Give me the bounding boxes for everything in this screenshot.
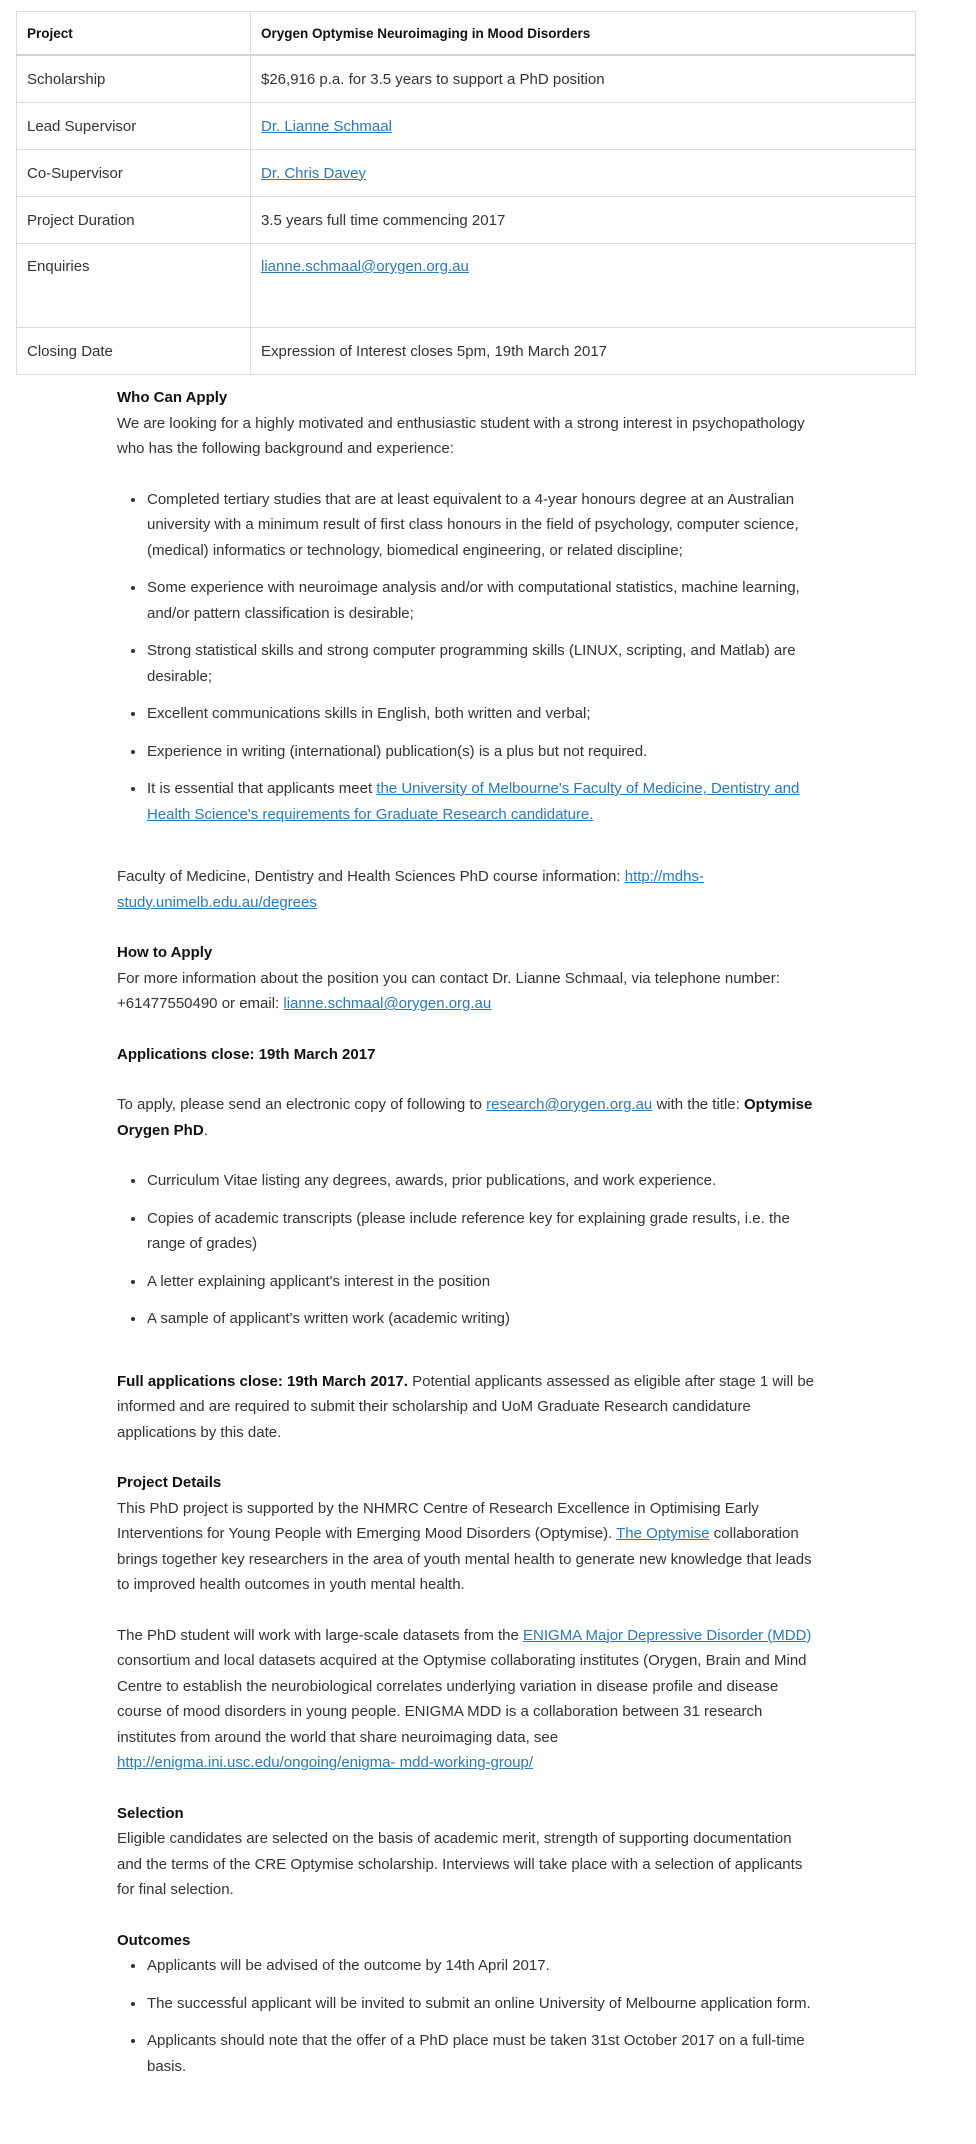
requirements-list — [117, 487, 817, 828]
course-info-text: Faculty of Medicine, Dentistry and Health Sciences PhD course information: — [117, 868, 625, 885]
table-value: 3.5 years full time commencing 2017 — [251, 197, 916, 244]
table-key: Lead Supervisor — [17, 103, 251, 150]
application-documents-list — [117, 1168, 817, 1332]
table-value — [251, 103, 916, 150]
project-details-heading: Project Details — [117, 1474, 222, 1491]
who-can-apply-heading: Who Can Apply — [117, 389, 228, 406]
research-email-link[interactable]: research@orygen.org.au — [486, 1096, 653, 1113]
list-item: • A sample of applicant's written work (academic writing) — [146, 1306, 817, 1332]
full-close-bold: Full applications close: 19th March 2017. — [117, 1372, 408, 1390]
project-title: Orygen Optymise Neuroimaging in Mood Disorders — [251, 12, 916, 56]
project-info-table — [16, 11, 916, 375]
enigma-url-link[interactable]: http://enigma.ini.usc.edu/ongoing/enigma- mdd-working-group/ — [117, 1754, 534, 1771]
co-supervisor-link[interactable]: Dr. Chris Davey — [261, 164, 367, 182]
lead-supervisor-link[interactable]: Dr. Lianne Schmaal — [261, 117, 392, 135]
applications-close-heading: Applications close: 19th March 2017 — [117, 1045, 376, 1063]
how-to-apply-text — [117, 966, 817, 1017]
full-applications-close — [117, 1369, 817, 1446]
table-key: Closing Date — [17, 328, 251, 375]
how-to-apply-heading: How to Apply — [117, 944, 213, 961]
course-info — [117, 864, 817, 915]
table-row — [17, 103, 916, 150]
list-item: • Curriculum Vitae listing any degrees, awards, prior publications, and work experience. — [146, 1168, 817, 1194]
table-key: Enquiries — [17, 244, 251, 328]
enigma-mdd-link[interactable]: ENIGMA Major Depressive Disorder (MDD) — [523, 1626, 812, 1644]
p2-rest: consortium and local datasets acquired at the Optymise collaborating institutes (Orygen, Brain and Mind Centre to establish the neurobiological correlates underlying variation in disease profile and disease course of mood disorders in young people. ENIGMA MDD is a collaboration between 31 research institutes from around the world that share neuroimaging data, see — [117, 1652, 807, 1746]
list-item: • Copies of academic transcripts (please include reference key for explaining grade results, i.e. the range of grades) — [146, 1206, 817, 1257]
enquiries-email-link[interactable]: lianne.schmaal@orygen.org.au — [261, 258, 469, 275]
list-item — [146, 776, 817, 827]
candidature-requirements-link[interactable]: the University of Melbourne's Faculty of Medicine, Dentistry and Health Science's requirements for Graduate Research candidature. — [147, 780, 800, 823]
table-key: Co-Supervisor — [17, 150, 251, 197]
table-row — [17, 150, 916, 197]
table-value: Expression of Interest closes 5pm, 19th March 2017 — [251, 328, 916, 375]
send-instructions — [117, 1092, 817, 1143]
p2-text: The PhD student will work with large-scale datasets from the — [117, 1626, 524, 1644]
table-row — [17, 197, 916, 244]
contact-email-link[interactable]: lianne.schmaal@orygen.org.au — [283, 995, 492, 1012]
selection-heading: Selection — [117, 1804, 184, 1822]
table-row — [17, 244, 916, 328]
table-row — [17, 328, 916, 375]
list-item: • Some experience with neuroimage analysis and/or with computational statistics, machine learning, and/or pattern classification is desirable; — [146, 575, 817, 626]
list-item: • Excellent communications skills in English, both written and verbal; — [146, 701, 817, 727]
table-header-row — [17, 12, 916, 56]
send-end: . — [203, 1121, 208, 1139]
list-item: • The successful applicant will be invited to submit an online University of Melbourne application form. — [146, 1991, 817, 2017]
list-item: • Experience in writing (international) publication(s) is a plus but not required. — [146, 739, 817, 765]
outcomes-list — [117, 1953, 817, 2079]
article-body — [117, 385, 817, 2079]
list-item-text: It is essential that applicants meet — [147, 780, 377, 797]
send-prefix: To apply, please send an electronic copy of following to — [117, 1096, 487, 1113]
project-details-p1 — [117, 1496, 817, 1598]
project-details-p2 — [117, 1623, 817, 1776]
list-item: • Applicants will be advised of the outcome by 14th April 2017. — [146, 1953, 817, 1979]
table-value — [251, 150, 916, 197]
p1-rest: collaboration brings together key researchers in the area of youth mental health to generate new knowledge that leads to improved health outcomes in youth mental health. — [117, 1525, 812, 1593]
send-title: Optymise Orygen PhD — [117, 1096, 813, 1139]
optymise-link[interactable]: The Optymise — [616, 1525, 710, 1542]
table-row — [17, 55, 916, 103]
selection-text: Eligible candidates are selected on the basis of academic merit, strength of supporting documentation and the terms of the CRE Optymise scholarship. Interviews will take place with a selection of applicants for final selection. — [117, 1830, 803, 1898]
who-intro: We are looking for a highly motivated and enthusiastic student with a strong interest in psychopathology who has the following background and experience: — [117, 414, 805, 457]
list-item: • Applicants should note that the offer of a PhD place must be taken 31st October 2017 on a full-time basis. — [146, 2028, 817, 2079]
table-key: Project — [17, 12, 251, 56]
contact-text: For more information about the position you can contact Dr. Lianne Schmaal, via telephone number: +61477550490 or email: — [117, 969, 780, 1012]
send-suffix: with the title: — [652, 1096, 744, 1113]
table-value: $26,916 p.a. for 3.5 years to support a PhD position — [251, 55, 916, 103]
table-value — [251, 244, 916, 328]
list-item: • Strong statistical skills and strong computer programming skills (LINUX, scripting, and Matlab) are desirable; — [146, 638, 817, 689]
table-key: Scholarship — [17, 55, 251, 103]
list-item: • A letter explaining applicant's interest in the position — [146, 1269, 817, 1295]
outcomes-heading: Outcomes — [117, 1931, 191, 1949]
course-info-link[interactable]: http://mdhs-study.unimelb.edu.au/degrees — [117, 868, 704, 911]
list-item: • Completed tertiary studies that are at least equivalent to a 4-year honours degree at an Australian university with a minimum result of first class honours in the field of psychology, computer science, (medical) informatics or technology, biomedical engineering, or related discipline; — [146, 487, 817, 564]
full-close-text: Potential applicants assessed as eligible after stage 1 will be informed and are required to submit their scholarship and UoM Graduate Research candidature applications by this date. — [117, 1372, 815, 1441]
table-key: Project Duration — [17, 197, 251, 244]
p1-text: This PhD project is supported by the NHMRC Centre of Research Excellence in Optimising Early Interventions for Young People with Emerging Mood Disorders (Optymise). — [117, 1499, 759, 1542]
